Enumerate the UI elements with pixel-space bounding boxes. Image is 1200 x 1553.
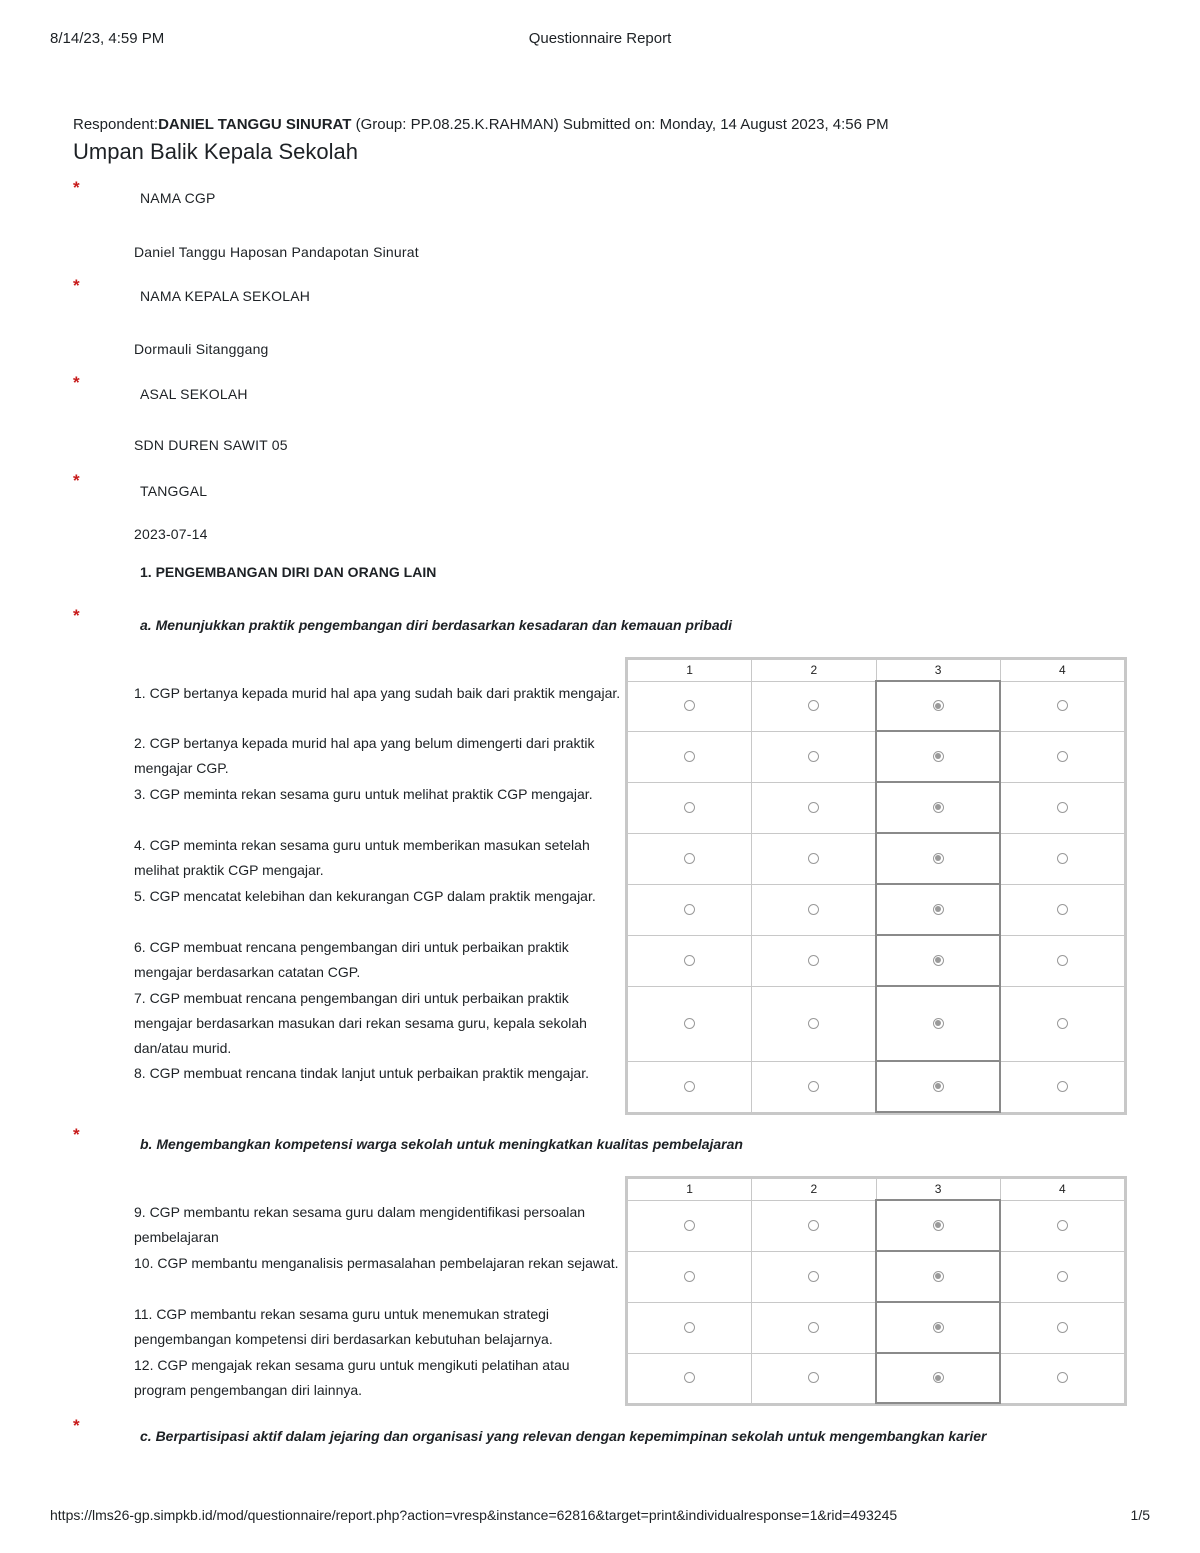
question-item: 4. CGP meminta rekan sesama guru untuk memberikan masukan setelah melihat praktik CGP mengajar. <box>134 837 590 878</box>
scale-header: 1 <box>628 1179 752 1201</box>
table-row <box>628 986 1125 1061</box>
rating-cell <box>628 935 752 986</box>
radio-icon[interactable] <box>684 1018 695 1029</box>
radio-icon[interactable] <box>684 853 695 864</box>
radio-selected-icon[interactable] <box>933 1081 944 1092</box>
table-row <box>628 681 1125 731</box>
radio-icon[interactable] <box>684 904 695 915</box>
rating-cell <box>752 833 876 884</box>
rating-cell <box>1000 782 1124 833</box>
radio-icon[interactable] <box>1057 802 1068 813</box>
field-value-nama-cgp: Daniel Tanggu Haposan Pandapotan Sinurat <box>134 244 419 260</box>
rating-cell <box>752 1302 876 1353</box>
rating-cell <box>752 935 876 986</box>
radio-icon[interactable] <box>684 1372 695 1383</box>
rating-cell <box>1000 731 1124 782</box>
rating-cell <box>752 1251 876 1302</box>
field-label-tanggal: TANGGAL <box>140 483 208 499</box>
rating-cell <box>1000 1251 1124 1302</box>
field-value-tanggal: 2023-07-14 <box>134 526 208 542</box>
radio-icon[interactable] <box>1057 1372 1068 1383</box>
rating-table <box>627 1178 1125 1404</box>
radio-icon[interactable] <box>1057 1271 1068 1282</box>
rating-cell <box>628 986 752 1061</box>
required-icon: * <box>73 1125 80 1144</box>
field-label-asal-sekolah: ASAL SEKOLAH <box>140 386 248 402</box>
radio-icon[interactable] <box>808 1220 819 1231</box>
rating-cell <box>628 1200 752 1251</box>
rating-cell <box>628 782 752 833</box>
rating-cell <box>628 1353 752 1403</box>
rating-cell <box>628 1251 752 1302</box>
radio-icon[interactable] <box>808 751 819 762</box>
respondent-line <box>73 116 889 133</box>
required-icon: * <box>73 1416 80 1435</box>
radio-icon[interactable] <box>808 802 819 813</box>
table-row <box>628 1353 1125 1403</box>
radio-icon[interactable] <box>684 1220 695 1231</box>
radio-icon[interactable] <box>1057 1220 1068 1231</box>
required-icon: * <box>73 373 80 392</box>
radio-selected-icon[interactable] <box>933 1271 944 1282</box>
scale-header: 4 <box>1000 1179 1124 1201</box>
rating-cell <box>1000 1302 1124 1353</box>
print-footer <box>50 1507 1150 1527</box>
respondent-group: (Group: PP.08.25.K.RAHMAN) Submitted on: Monday, 14 August 2023, 4:56 PM <box>351 116 889 133</box>
scale-header: 2 <box>752 660 876 682</box>
rating-cell <box>628 1302 752 1353</box>
radio-selected-icon[interactable] <box>933 853 944 864</box>
rating-cell <box>628 731 752 782</box>
rating-cell <box>876 833 1000 884</box>
radio-selected-icon[interactable] <box>933 904 944 915</box>
rating-cell <box>752 681 876 731</box>
question-item: 1. CGP bertanya kepada murid hal apa yang sudah baik dari praktik mengajar. <box>134 685 621 701</box>
radio-selected-icon[interactable] <box>933 802 944 813</box>
scale-header: 1 <box>628 660 752 682</box>
question-item: 11. CGP membantu rekan sesama guru untuk menemukan strategi pengembangan kompetensi diri berdasarkan kebutuhan belajarnya. <box>134 1306 553 1347</box>
required-icon: * <box>73 606 80 625</box>
group-a-title: a. Menunjukkan praktik pengembangan diri berdasarkan kesadaran dan kemauan pribadi <box>140 617 733 633</box>
radio-icon[interactable] <box>808 955 819 966</box>
radio-icon[interactable] <box>684 1271 695 1282</box>
required-icon: * <box>73 471 80 490</box>
question-item: 2. CGP bertanya kepada murid hal apa yang belum dimengerti dari praktik mengajar CGP. <box>134 735 595 776</box>
rating-cell <box>752 731 876 782</box>
rating-cell <box>876 1353 1000 1403</box>
respondent-name: DANIEL TANGGU SINURAT <box>158 116 352 133</box>
scale-header: 2 <box>752 1179 876 1201</box>
radio-selected-icon[interactable] <box>933 1220 944 1231</box>
question-item: 6. CGP membuat rencana pengembangan diri untuk perbaikan praktik mengajar berdasarkan catatan CGP. <box>134 939 569 980</box>
rating-cell <box>1000 1200 1124 1251</box>
question-item: 12. CGP mengajak rekan sesama guru untuk mengikuti pelatihan atau program pengembangan diri lainnya. <box>134 1357 570 1398</box>
print-title: Questionnaire Report <box>528 30 672 47</box>
question-item: 7. CGP membuat rencana pengembangan diri untuk perbaikan praktik mengajar berdasarkan masukan dari rekan sesama guru, kepala sekolah dan/atau murid. <box>134 990 587 1056</box>
rating-cell <box>1000 833 1124 884</box>
rating-cell <box>876 681 1000 731</box>
form-title: Umpan Balik Kepala Sekolah <box>73 139 358 164</box>
field-label-kepala-sekolah: NAMA KEPALA SEKOLAH <box>140 288 311 304</box>
respondent-label: Respondent: <box>73 116 159 133</box>
question-item: 8. CGP membuat rencana tindak lanjut untuk perbaikan praktik mengajar. <box>134 1065 589 1081</box>
rating-cell <box>628 1061 752 1112</box>
radio-icon[interactable] <box>808 1322 819 1333</box>
required-icon: * <box>73 276 80 295</box>
radio-icon[interactable] <box>1057 1081 1068 1092</box>
rating-cell <box>752 1200 876 1251</box>
radio-selected-icon[interactable] <box>933 1372 944 1383</box>
scale-header: 4 <box>1000 660 1124 682</box>
question-item: 5. CGP mencatat kelebihan dan kekurangan CGP dalam praktik mengajar. <box>134 888 596 904</box>
table-row <box>628 731 1125 782</box>
radio-icon[interactable] <box>808 700 819 711</box>
radio-icon[interactable] <box>808 904 819 915</box>
radio-icon[interactable] <box>1057 1322 1068 1333</box>
rating-cell <box>876 731 1000 782</box>
table-row <box>628 1061 1125 1112</box>
radio-icon[interactable] <box>684 955 695 966</box>
rating-grid-a <box>625 657 1127 1115</box>
radio-icon[interactable] <box>1057 955 1068 966</box>
radio-selected-icon[interactable] <box>933 751 944 762</box>
table-row <box>628 935 1125 986</box>
rating-cell <box>1000 935 1124 986</box>
field-label-nama-cgp: NAMA CGP <box>140 190 216 206</box>
rating-cell <box>628 833 752 884</box>
radio-icon[interactable] <box>808 1271 819 1282</box>
rating-cell <box>876 1251 1000 1302</box>
rating-cell <box>628 884 752 935</box>
rating-cell <box>876 1302 1000 1353</box>
radio-icon[interactable] <box>684 700 695 711</box>
radio-icon[interactable] <box>808 1372 819 1383</box>
scale-header: 3 <box>876 660 1000 682</box>
scale-header-row <box>628 1179 1125 1201</box>
field-value-asal-sekolah: SDN DUREN SAWIT 05 <box>134 437 288 453</box>
rating-cell <box>876 782 1000 833</box>
print-url: https://lms26-gp.simpkb.id/mod/questionnaire/report.php?action=vresp&instance=62816&target=print&individualresponse=1&rid=493245 <box>50 1507 898 1523</box>
section-title: 1. PENGEMBANGAN DIRI DAN ORANG LAIN <box>140 564 437 580</box>
page-number: 1/5 <box>1130 1507 1150 1523</box>
rating-cell <box>876 884 1000 935</box>
rating-cell <box>1000 884 1124 935</box>
radio-icon[interactable] <box>1057 904 1068 915</box>
question-item: 10. CGP membantu menganalisis permasalahan pembelajaran rekan sejawat. <box>134 1255 619 1271</box>
field-value-kepala-sekolah: Dormauli Sitanggang <box>134 341 269 357</box>
rating-cell <box>1000 986 1124 1061</box>
radio-selected-icon[interactable] <box>933 1322 944 1333</box>
radio-icon[interactable] <box>1057 700 1068 711</box>
rating-table <box>627 659 1125 1113</box>
rating-cell <box>1000 1061 1124 1112</box>
radio-icon[interactable] <box>684 1322 695 1333</box>
rating-cell <box>876 1061 1000 1112</box>
scale-header: 3 <box>876 1179 1000 1201</box>
table-row <box>628 833 1125 884</box>
required-icon: * <box>73 178 80 197</box>
rating-cell <box>752 1061 876 1112</box>
group-c-title: c. Berpartisipasi aktif dalam jejaring dan organisasi yang relevan dengan kepemimpinan sekolah untuk mengembangkan karier <box>140 1428 987 1444</box>
print-header <box>50 30 1150 50</box>
radio-selected-icon[interactable] <box>933 1018 944 1029</box>
table-row <box>628 1251 1125 1302</box>
radio-icon[interactable] <box>808 1081 819 1092</box>
rating-grid-b <box>625 1176 1127 1406</box>
rating-cell <box>752 986 876 1061</box>
radio-icon[interactable] <box>808 1018 819 1029</box>
table-row <box>628 782 1125 833</box>
print-datetime: 8/14/23, 4:59 PM <box>50 30 165 47</box>
scale-header-row <box>628 660 1125 682</box>
group-b-title: b. Mengembangkan kompetensi warga sekolah untuk meningkatkan kualitas pembelajaran <box>140 1136 743 1152</box>
radio-icon[interactable] <box>684 1081 695 1092</box>
radio-icon[interactable] <box>808 853 819 864</box>
radio-selected-icon[interactable] <box>933 700 944 711</box>
radio-icon[interactable] <box>1057 853 1068 864</box>
radio-icon[interactable] <box>684 802 695 813</box>
table-row <box>628 1302 1125 1353</box>
rating-cell <box>876 935 1000 986</box>
rating-cell <box>876 1200 1000 1251</box>
table-row <box>628 1200 1125 1251</box>
radio-icon[interactable] <box>1057 751 1068 762</box>
rating-cell <box>752 1353 876 1403</box>
table-row <box>628 884 1125 935</box>
radio-icon[interactable] <box>684 751 695 762</box>
radio-icon[interactable] <box>1057 1018 1068 1029</box>
rating-cell <box>752 782 876 833</box>
rating-cell <box>628 681 752 731</box>
question-item: 9. CGP membantu rekan sesama guru dalam mengidentifikasi persoalan pembelajaran <box>134 1204 586 1245</box>
rating-cell <box>876 986 1000 1061</box>
question-item: 3. CGP meminta rekan sesama guru untuk melihat praktik CGP mengajar. <box>134 786 593 802</box>
rating-cell <box>1000 681 1124 731</box>
rating-cell <box>752 884 876 935</box>
radio-selected-icon[interactable] <box>933 955 944 966</box>
rating-cell <box>1000 1353 1124 1403</box>
